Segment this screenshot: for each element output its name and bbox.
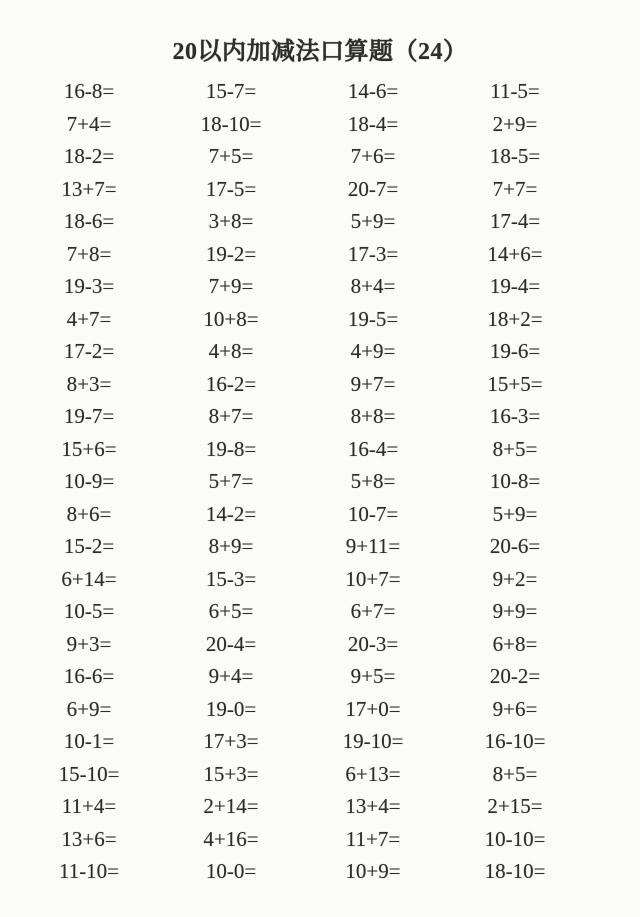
problem-cell: 13+6= xyxy=(61,826,117,851)
problem-cell: 6+8= xyxy=(492,631,538,656)
problem-cell: 9+4= xyxy=(208,664,254,688)
problem-cell: 14+6= xyxy=(487,241,543,266)
problem-cell: 18-5= xyxy=(489,144,541,168)
problem-cell: 10-9= xyxy=(63,469,115,493)
problem-cell: 16-10= xyxy=(484,729,546,753)
problem-cell: 16-2= xyxy=(205,371,257,396)
problem-cell: 8+5= xyxy=(492,761,538,786)
problem-cell: 10-0= xyxy=(205,859,257,883)
problem-cell: 10-8= xyxy=(489,469,541,493)
problem-cell: 9+6= xyxy=(492,696,538,721)
problem-cell: 15+5= xyxy=(487,371,543,396)
problem-cell: 5+9= xyxy=(350,209,396,233)
problem-cell: 8+4= xyxy=(350,274,396,298)
problem-cell: 9+3= xyxy=(66,631,112,656)
problem-cell: 5+7= xyxy=(208,469,254,493)
problem-cell: 17+3= xyxy=(203,729,259,753)
problems-grid xyxy=(18,75,586,888)
problem-cell: 11-10= xyxy=(58,859,120,883)
problem-cell: 19-0= xyxy=(205,696,257,721)
problem-cell: 13+4= xyxy=(345,794,401,818)
problem-cell: 17-2= xyxy=(63,339,115,363)
problem-cell: 8+5= xyxy=(492,436,538,461)
problem-cell: 4+8= xyxy=(208,339,254,363)
problem-cell: 7+6= xyxy=(350,144,396,168)
problem-cell: 15+6= xyxy=(61,436,117,461)
problem-cell: 15+3= xyxy=(203,761,259,786)
problem-cell: 3+8= xyxy=(208,209,254,233)
problem-cell: 7+9= xyxy=(208,274,254,298)
problem-cell: 19-7= xyxy=(63,404,115,428)
problem-cell: 8+9= xyxy=(208,534,254,558)
problem-cell: 19-2= xyxy=(205,241,257,266)
problem-cell: 10+8= xyxy=(203,306,259,331)
problem-cell: 19-6= xyxy=(489,339,541,363)
problem-cell: 16-8= xyxy=(63,79,115,103)
problem-cell: 11+7= xyxy=(345,826,401,851)
problem-cell: 20-3= xyxy=(347,631,399,656)
problem-cell: 18+2= xyxy=(487,306,543,331)
problem-cell: 11-5= xyxy=(490,79,540,103)
problem-cell: 17-4= xyxy=(489,209,541,233)
problem-cell: 6+9= xyxy=(66,696,112,721)
problem-cell: 2+14= xyxy=(203,794,259,818)
problem-cell: 10-1= xyxy=(63,729,115,753)
problem-cell: 17-5= xyxy=(205,176,257,201)
problem-cell: 8+3= xyxy=(66,371,112,396)
problem-cell: 4+7= xyxy=(66,306,112,331)
problem-cell: 5+9= xyxy=(492,501,538,526)
problem-cell: 20-2= xyxy=(489,664,541,688)
problem-cell: 5+8= xyxy=(350,469,396,493)
problem-cell: 20-6= xyxy=(489,534,541,558)
problem-cell: 14-6= xyxy=(347,79,399,103)
problem-cell: 15-10= xyxy=(58,761,120,786)
problem-cell: 10-7= xyxy=(347,501,399,526)
problem-cell: 10-5= xyxy=(63,599,115,623)
problem-cell: 19-10= xyxy=(342,729,404,753)
problem-cell: 10+7= xyxy=(345,566,401,591)
problem-cell: 6+13= xyxy=(345,761,401,786)
problem-cell: 20-4= xyxy=(205,631,257,656)
problem-cell: 15-2= xyxy=(63,534,115,558)
problem-cell: 14-2= xyxy=(205,501,257,526)
problem-cell: 18-10= xyxy=(484,859,546,883)
problem-cell: 16-4= xyxy=(347,436,399,461)
problem-cell: 18-2= xyxy=(63,144,115,168)
problem-cell: 18-10= xyxy=(200,111,262,136)
problem-cell: 19-5= xyxy=(347,306,399,331)
problem-cell: 16-6= xyxy=(63,664,115,688)
problem-cell: 8+6= xyxy=(66,501,112,526)
problem-cell: 16-3= xyxy=(489,404,541,428)
problem-cell: 6+14= xyxy=(61,566,117,591)
problem-cell: 7+7= xyxy=(492,176,538,201)
problem-cell: 19-3= xyxy=(63,274,115,298)
problem-cell: 19-8= xyxy=(205,436,257,461)
problem-cell: 9+11= xyxy=(345,534,401,558)
problem-cell: 18-4= xyxy=(347,111,399,136)
problem-cell: 8+7= xyxy=(208,404,254,428)
problem-cell: 11+4= xyxy=(61,794,117,818)
problem-cell: 7+5= xyxy=(208,144,254,168)
problem-cell: 9+5= xyxy=(350,664,396,688)
problem-cell: 6+7= xyxy=(350,599,396,623)
problem-cell: 6+5= xyxy=(208,599,254,623)
problem-cell: 15-3= xyxy=(205,566,257,591)
problem-cell: 9+9= xyxy=(492,599,538,623)
problem-cell: 13+7= xyxy=(61,176,117,201)
problem-cell: 7+4= xyxy=(66,111,112,136)
problem-cell: 4+9= xyxy=(350,339,396,363)
page-title: 20以内加减法口算题（24） xyxy=(172,39,468,65)
problem-cell: 9+2= xyxy=(492,566,538,591)
problem-cell: 10-10= xyxy=(484,826,546,851)
problem-cell: 17-3= xyxy=(347,241,399,266)
problem-cell: 15-7= xyxy=(205,79,257,103)
problem-cell: 2+15= xyxy=(487,794,543,818)
problem-cell: 20-7= xyxy=(347,176,399,201)
problem-cell: 2+9= xyxy=(492,111,538,136)
problem-cell: 19-4= xyxy=(489,274,541,298)
problem-cell: 4+16= xyxy=(203,826,259,851)
problem-cell: 17+0= xyxy=(345,696,401,721)
problem-cell: 18-6= xyxy=(63,209,115,233)
problem-cell: 7+8= xyxy=(66,241,112,266)
problem-cell: 10+9= xyxy=(345,859,401,883)
problem-cell: 9+7= xyxy=(350,371,396,396)
problem-cell: 8+8= xyxy=(350,404,396,428)
